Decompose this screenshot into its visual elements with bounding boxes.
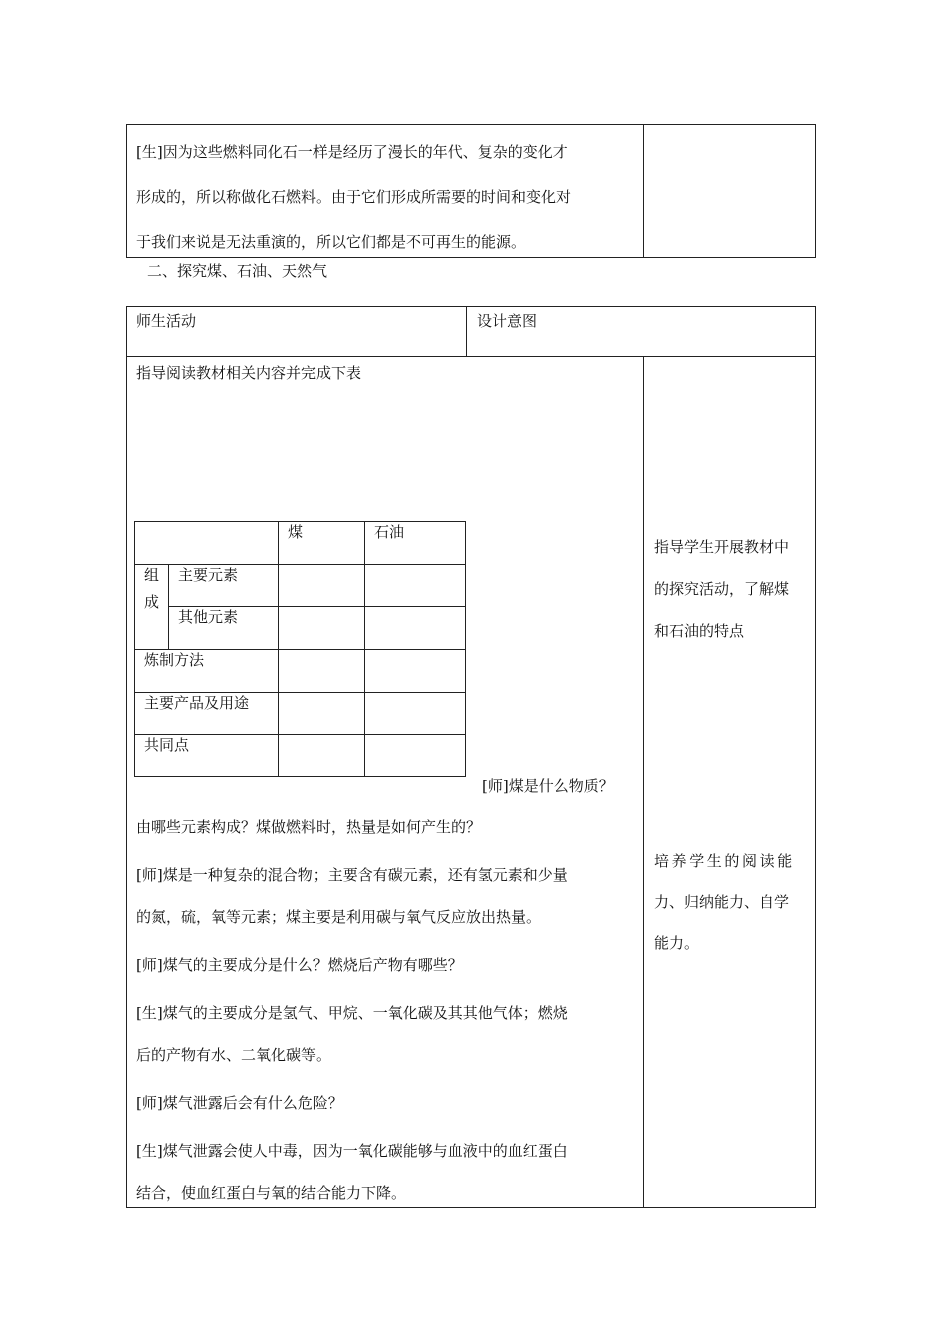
body-column-divider <box>643 356 644 1208</box>
inner-vline-oil <box>364 521 365 777</box>
header-column-divider <box>466 306 467 357</box>
header-intent: 设计意图 <box>477 312 538 330</box>
row-main-elements: 主要元素 <box>178 566 239 584</box>
inner-vline-group <box>168 564 169 650</box>
top-line-1: [生]因为这些燃料同化石一样是经历了漫长的年代、复杂的变化才 <box>136 143 568 161</box>
intent-2-line-2: 力、归纳能力、自学 <box>654 893 790 911</box>
header-activity: 师生活动 <box>136 312 197 330</box>
dialogue-line-6: [生]煤气的主要成分是氢气、甲烷、一氧化碳及其其他气体；燃烧 <box>136 1004 568 1022</box>
top-line-3: 于我们来说是无法重演的，所以它们都是不可再生的能源。 <box>136 233 527 251</box>
intent-2-line-1: 培养学生的阅读能 <box>654 852 795 870</box>
row-products: 主要产品及用途 <box>144 694 250 712</box>
intro-text: 指导阅读教材相关内容并完成下表 <box>136 364 362 382</box>
intent-1-line-3: 和石油的特点 <box>654 622 745 640</box>
dialogue-line-4: 的氮，硫，氧等元素；煤主要是利用碳与氧气反应放出热量。 <box>136 908 542 926</box>
row-other-elements: 其他元素 <box>178 608 239 626</box>
top-table-divider <box>643 124 644 258</box>
main-table-header-divider <box>126 356 816 357</box>
group-label-2: 成 <box>144 593 160 611</box>
dialogue-line-3: [师]煤是一种复杂的混合物；主要含有碳元素，还有氢元素和少量 <box>136 866 568 884</box>
col-oil: 石油 <box>374 523 405 541</box>
dialogue-line-10: 结合，使血红蛋白与氧的结合能力下降。 <box>136 1184 407 1202</box>
col-coal: 煤 <box>288 523 304 541</box>
top-line-2: 形成的，所以称做化石燃料。由于它们形成所需要的时间和变化对 <box>136 188 572 206</box>
dialogue-line-9: [生]煤气泄露会使人中毒，因为一氧化碳能够与血液中的血红蛋白 <box>136 1142 568 1160</box>
dialogue-line-5: [师]煤气的主要成分是什么？燃烧后产物有哪些？ <box>136 956 463 974</box>
intent-2-line-3: 能力。 <box>654 934 700 952</box>
dialogue-line-1: [师]煤是什么物质？ <box>482 777 614 795</box>
top-paragraph <box>136 130 571 265</box>
intent-1-line-2: 的探究活动，了解煤 <box>654 580 790 598</box>
intent-1-line-1: 指导学生开展教材中 <box>654 538 790 556</box>
dialogue-line-2: 由哪些元素构成？煤做燃料时，热量是如何产生的？ <box>136 818 482 836</box>
row-method: 炼制方法 <box>144 651 205 669</box>
group-label-1: 组 <box>144 566 160 584</box>
inner-vline-coal <box>278 521 279 777</box>
row-common: 共同点 <box>144 736 190 754</box>
section-heading: 二、探究煤、石油、天然气 <box>147 262 328 280</box>
dialogue-line-8: [师]煤气泄露后会有什么危险？ <box>136 1094 343 1112</box>
dialogue-line-7: 后的产物有水、二氧化碳等。 <box>136 1046 332 1064</box>
